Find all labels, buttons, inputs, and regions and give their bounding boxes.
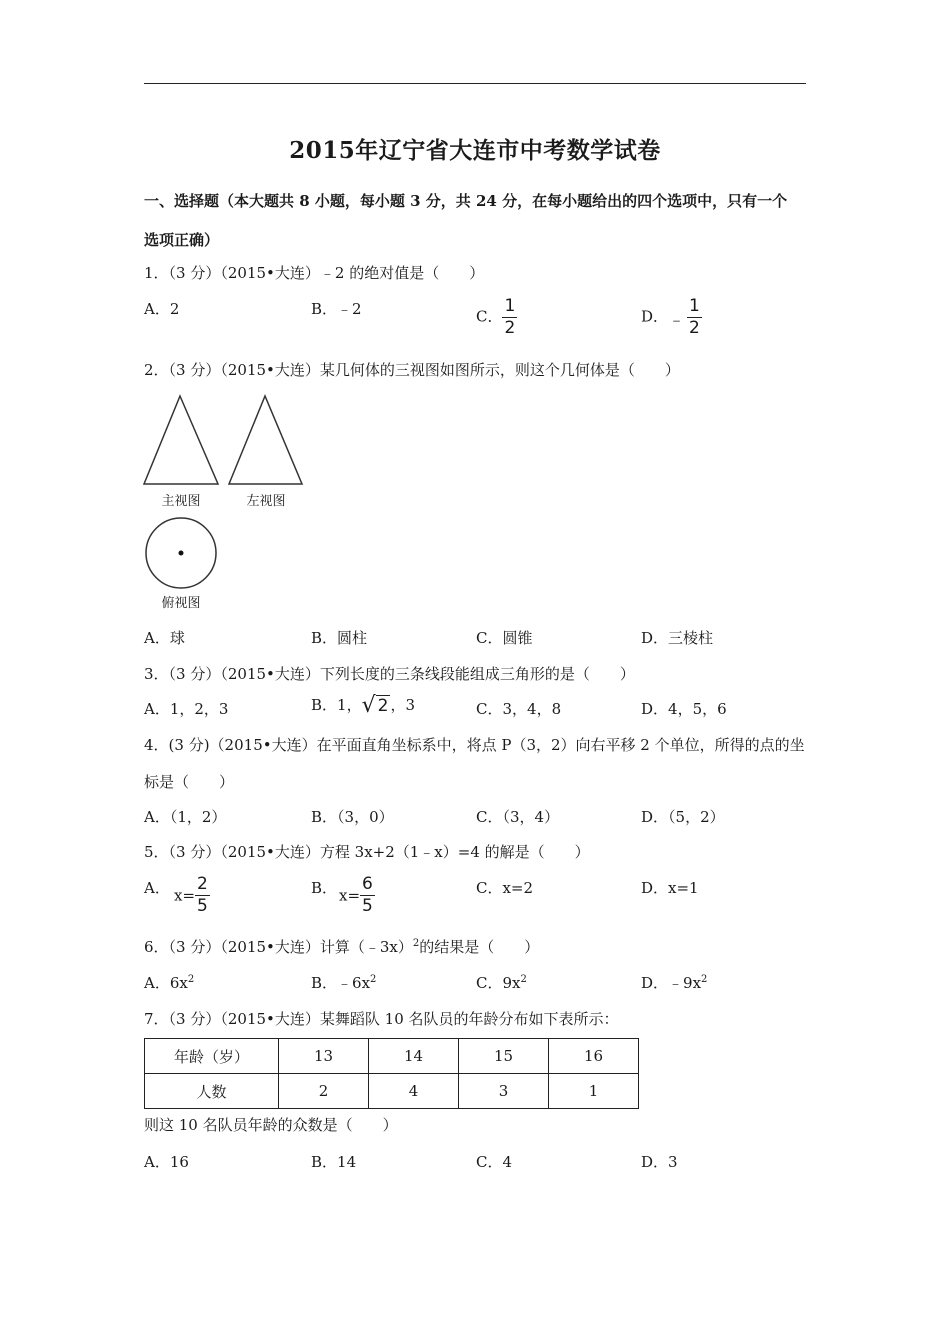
question-6-stem-tail: 的结果是（ ）: [419, 938, 540, 956]
question-5-option-b-label: B．: [311, 879, 338, 897]
question-6-stem-text: 6．（3 分）（2015•大连）计算（﹣3x）: [144, 938, 413, 956]
header-rule: [144, 83, 806, 84]
left-view-label: 左视图: [246, 494, 286, 509]
option-text: D．﹣9x: [641, 974, 702, 992]
fraction-denominator: 2: [504, 318, 516, 338]
front-view-triangle: [144, 396, 218, 484]
fraction-one-half: [502, 298, 517, 337]
option-d-label: D．: [641, 307, 669, 326]
table-cell: 1: [549, 1074, 639, 1109]
question-7-option-d: D．3: [641, 1153, 678, 1171]
question-6-option-d: [641, 972, 707, 993]
front-view-label: 主视图: [161, 494, 201, 509]
top-view-center-dot: [179, 551, 184, 556]
section-heading: 一、选择题（本大题共 8 小题，每小题 3 分，共 24 分，在每小题给出的四个选项中，只有一个: [144, 192, 788, 210]
option-text: B．﹣6x: [311, 974, 371, 992]
option-b-prefix: B．1，: [311, 696, 362, 714]
fraction-one-half: [687, 298, 702, 337]
question-5-option-b: [339, 876, 375, 915]
question-4-stem: 4．(3 分)（2015•大连）在平面直角坐标系中，将点 P（3，2）向右平移 2 个单位，所得的点的坐: [144, 736, 805, 754]
fraction-denominator: 2: [689, 318, 700, 338]
question-5-option-c: C．x=2: [476, 879, 534, 897]
exam-title: 2015年辽宁省大连市中考数学试卷: [289, 137, 661, 164]
fraction-numerator: 2: [197, 874, 208, 894]
option-b-suffix: ，3: [390, 696, 415, 714]
fraction-six-fifths: [360, 876, 375, 915]
table-cell: 2: [279, 1074, 369, 1109]
question-6-option-a: [144, 972, 194, 993]
question-1-option-d: [641, 298, 702, 337]
minus-sign: ﹣: [668, 310, 686, 330]
table-cell: 人数: [145, 1074, 279, 1109]
table-row: [145, 1074, 639, 1109]
radicand: 2: [377, 696, 389, 716]
table-cell: 14: [369, 1039, 459, 1074]
question-4-option-a: A．（1，2）: [144, 808, 227, 826]
question-4-option-b: B．（3，0）: [311, 808, 394, 826]
question-2-option-c: C．圆锥: [476, 629, 533, 647]
table-cell: 年龄（岁）: [145, 1039, 279, 1074]
question-1-option-a: A．2: [144, 300, 180, 318]
option-text: C．9x: [476, 974, 521, 992]
question-1-option-b: B．﹣2: [311, 300, 362, 318]
left-view-triangle: [229, 396, 302, 484]
exponent: 2: [520, 974, 527, 985]
question-4-option-c: C．（3，4）: [476, 808, 560, 826]
variable-x: x=: [174, 886, 196, 905]
table-row: [145, 1039, 639, 1074]
question-7-option-c: C．4: [476, 1153, 513, 1171]
question-3-stem: 3．（3 分）（2015•大连）下列长度的三条线段能组成三角形的是（ ）: [144, 665, 635, 683]
question-7-followup: 则这 10 名队员年龄的众数是（ ）: [144, 1116, 398, 1134]
exponent: 2: [412, 938, 420, 949]
square-root: [362, 695, 391, 717]
fraction-denominator: 5: [362, 896, 373, 916]
question-6-stem: [144, 936, 539, 957]
exponent: 2: [701, 974, 708, 985]
question-3-option-b: [311, 694, 415, 717]
question-3-option-a: A．1，2，3: [144, 700, 229, 718]
question-2-stem: 2．（3 分）（2015•大连）某几何体的三视图如图所示，则这个几何体是（ ）: [144, 361, 680, 379]
question-3-option-c: C．3，4，8: [476, 700, 562, 718]
table-cell: 3: [459, 1074, 549, 1109]
question-4-stem-cont: 标是（ ）: [144, 773, 235, 791]
question-4-option-d: D．（5，2）: [641, 808, 725, 826]
age-distribution-table: [144, 1038, 639, 1109]
exponent: 2: [370, 974, 377, 985]
table-cell: 15: [459, 1039, 549, 1074]
variable-x: x=: [339, 886, 361, 905]
question-7-stem: 7．（3 分）（2015•大连）某舞蹈队 10 名队员的年龄分布如下表所示：: [144, 1010, 619, 1028]
question-6-option-c: [476, 972, 527, 993]
option-text: A．6x: [144, 974, 188, 992]
question-7-option-a: A．16: [144, 1153, 189, 1171]
question-6-option-b: [311, 972, 376, 993]
table-cell: 16: [549, 1039, 639, 1074]
question-7-option-b: B．14: [311, 1153, 357, 1171]
question-2-option-b: B．圆柱: [311, 629, 368, 647]
question-5-option-a-label: A．: [144, 879, 170, 897]
exponent: 2: [187, 974, 195, 985]
fraction-numerator: 1: [504, 296, 516, 316]
question-1-option-c: [476, 298, 517, 337]
table-cell: 4: [369, 1074, 459, 1109]
option-c-label: C．: [476, 307, 503, 326]
question-1-stem: 1．（3 分）（2015•大连）﹣2 的绝对值是（ ）: [144, 264, 485, 282]
question-2-option-a: A．球: [144, 629, 185, 647]
question-2-option-d: D．三棱柱: [641, 629, 714, 647]
section-heading-cont: 选项正确）: [144, 231, 220, 249]
question-5-option-a: [174, 876, 210, 915]
fraction-denominator: 5: [197, 896, 208, 916]
top-view-label: 俯视图: [161, 596, 201, 611]
question-5-option-d: D．x=1: [641, 879, 699, 897]
fraction-two-fifths: [195, 876, 210, 915]
question-3-option-d: D．4，5，6: [641, 700, 727, 718]
question-5-stem: 5．（3 分）（2015•大连）方程 3x+2（1﹣x）=4 的解是（ ）: [144, 843, 590, 861]
table-cell: 13: [279, 1039, 369, 1074]
fraction-numerator: 6: [362, 874, 373, 894]
radical-sign-icon: √: [361, 693, 376, 718]
fraction-numerator: 1: [689, 296, 700, 316]
